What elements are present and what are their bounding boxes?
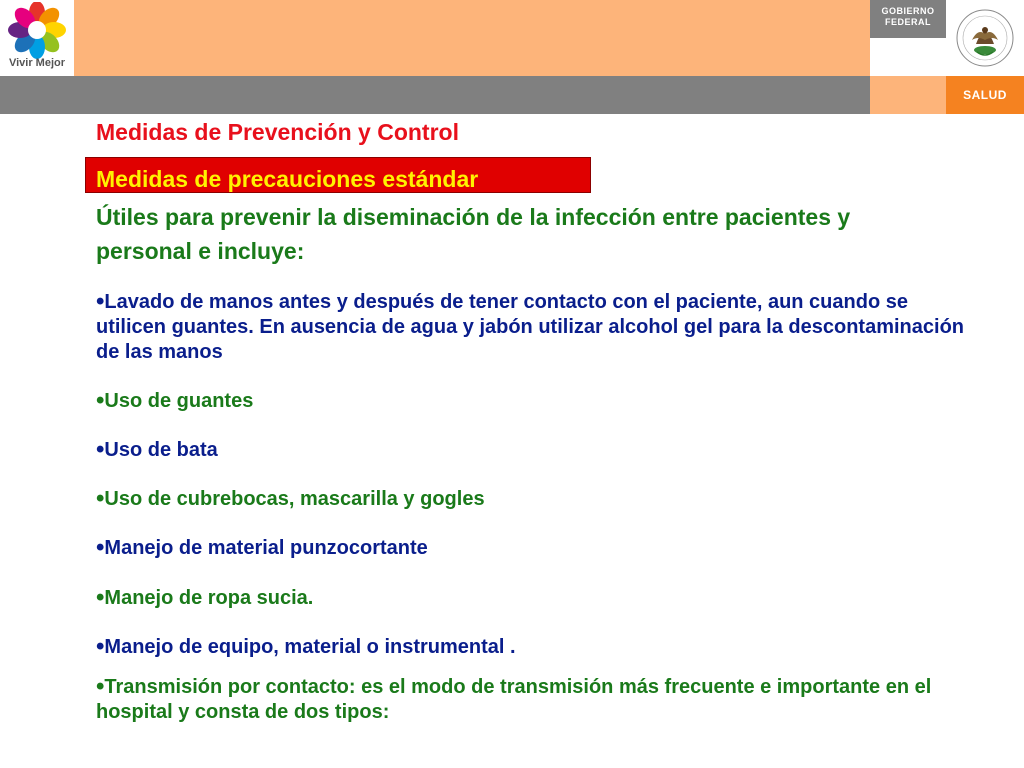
slide-title: Medidas de Prevención y Control — [96, 119, 459, 145]
intro-text: Útiles para prevenir la diseminación de la infección entre pacientes y personal e incluye: — [96, 204, 851, 264]
slide-subtitle: Medidas de precauciones estándar — [96, 166, 479, 192]
bullet-dot: • — [96, 673, 105, 700]
flower-logo-icon — [6, 2, 68, 60]
header-spacer — [870, 38, 946, 76]
bullet-dot: • — [96, 436, 105, 463]
bullet-dot: • — [96, 534, 105, 561]
gobierno-federal-label: GOBIERNO FEDERAL — [881, 6, 935, 27]
bullet-dot: • — [96, 584, 105, 611]
bullet-item-2 — [96, 388, 966, 414]
bullet-item-6 — [96, 585, 966, 611]
bullet-item-8 — [96, 674, 966, 725]
header-orange-band — [74, 0, 870, 76]
bullet-text: Uso de bata — [104, 439, 218, 461]
mexico-seal — [946, 0, 1024, 76]
bullet-item-3 — [96, 437, 966, 463]
vivir-mejor-logo — [0, 0, 74, 76]
national-seal-icon — [946, 0, 1024, 76]
bullet-text: Uso de guantes — [104, 390, 254, 412]
bullet-item-5 — [96, 535, 966, 561]
header-salud-left — [870, 76, 946, 114]
bullet-text: Manejo de ropa sucia. — [104, 587, 314, 609]
bullet-dot: • — [96, 633, 105, 660]
logo-label: Vivir Mejor — [8, 57, 66, 69]
bullet-dot: • — [96, 387, 105, 414]
bullet-dot: • — [96, 288, 105, 315]
bullet-text: Transmisión por contacto: es el modo de transmisión más frecuente e importante en el hospital y consta de dos tipos: — [96, 676, 932, 723]
bullet-item-1 — [96, 289, 966, 365]
bullet-text: Uso de cubrebocas, mascarilla y gogles — [104, 488, 485, 510]
salud-label: SALUD — [963, 88, 1007, 102]
bullet-text: Lavado de manos antes y después de tener contacto con el paciente, aun cuando se utilicen guantes. En ausencia de agua y jabón utilizar alcohol gel para la descontaminación de las manos — [96, 291, 964, 363]
bullet-text: Manejo de material punzocortante — [104, 537, 428, 559]
bullet-dot: • — [96, 485, 105, 512]
header-gray-band — [0, 76, 870, 114]
bullet-item-7 — [96, 634, 966, 660]
bullet-text: Manejo de equipo, material o instrumental . — [104, 636, 516, 658]
bullet-item-4 — [96, 486, 966, 512]
